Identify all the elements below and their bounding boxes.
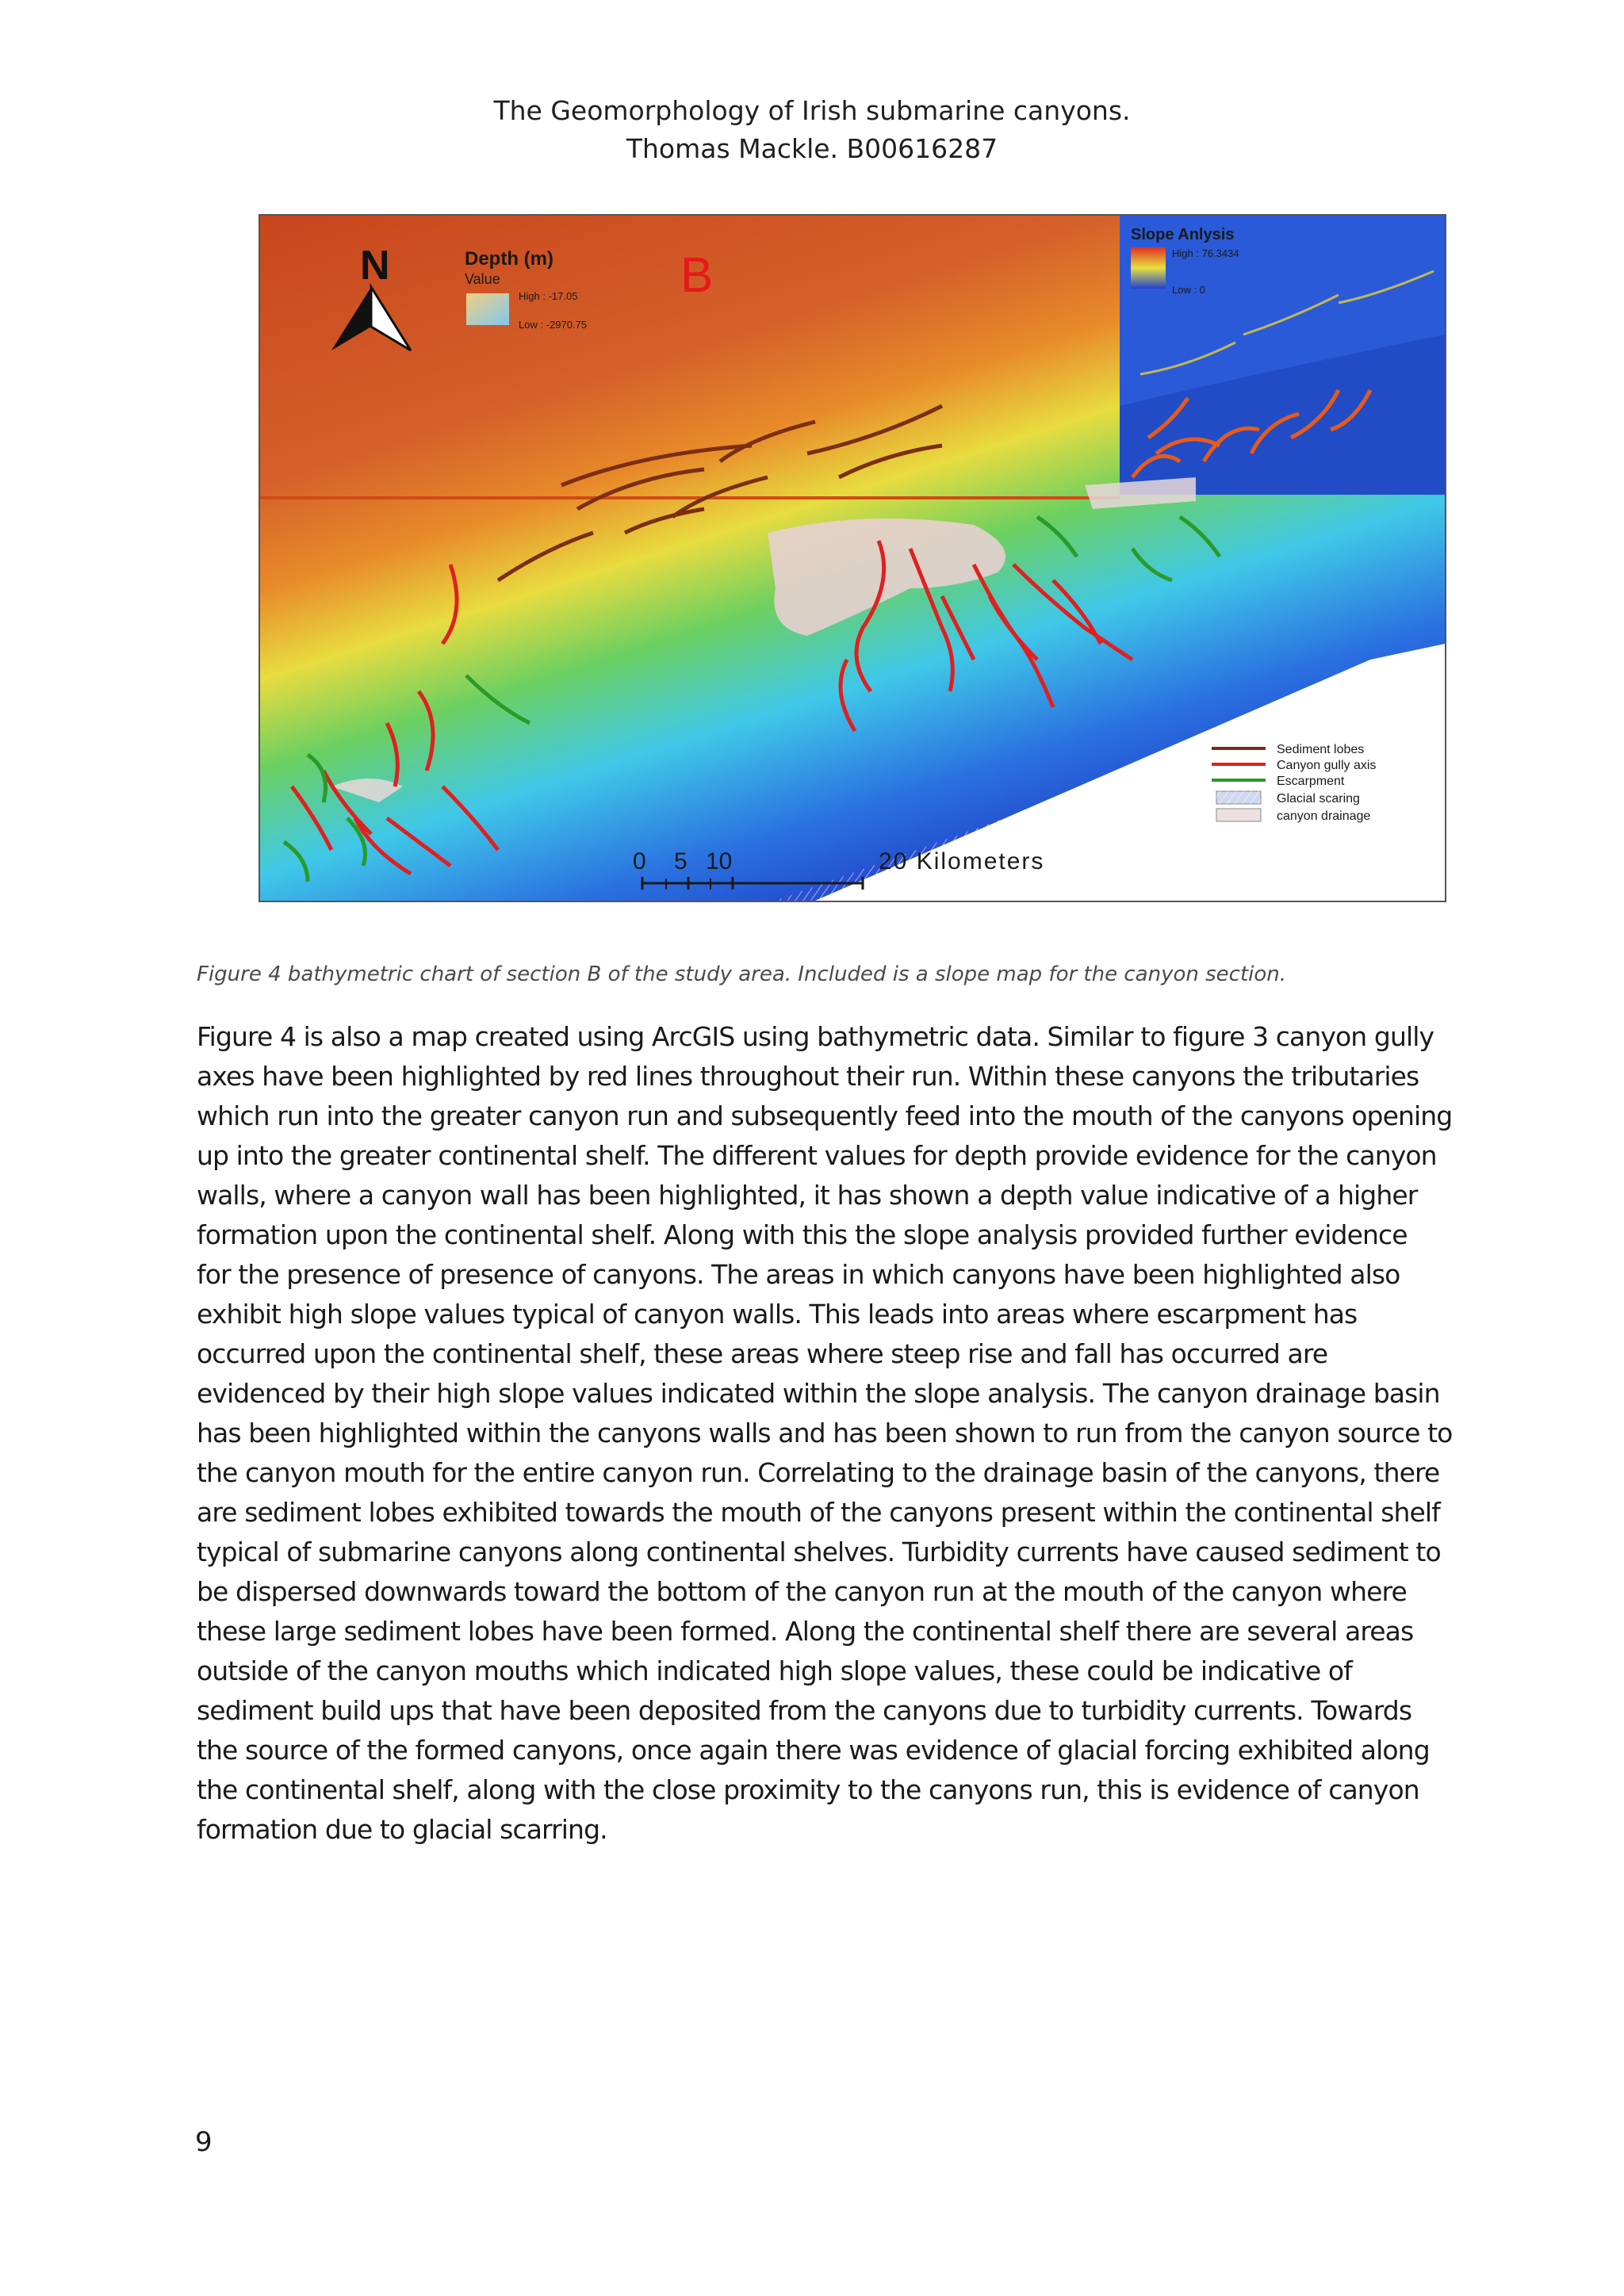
depth-legend-low: Low : -2970.75 xyxy=(519,319,588,331)
body-paragraph xyxy=(197,1017,1453,1850)
figure-caption: Figure 4 bathymetric chart of section B of the study area. Included is a slope map for the canyon section. xyxy=(197,962,1287,986)
body-line: these large sediment lobes have been formed. Along the continental shelf there are several areas xyxy=(197,1616,1414,1647)
depth-legend-title: Depth (m) xyxy=(465,248,553,270)
bathymetric-map xyxy=(260,216,1445,901)
scale-tick-5: 5 xyxy=(674,848,688,874)
scale-tick-20: 20 Kilometers xyxy=(879,848,1045,874)
body-line: sediment build ups that have been deposited from the canyons due to turbidity currents. Towards xyxy=(197,1695,1412,1726)
slope-legend-low: Low : 0 xyxy=(1172,284,1205,296)
legend-glacial-scaring: Glacial scaring xyxy=(1277,792,1360,806)
body-line: evidenced by their high slope values indicated within the slope analysis. The canyon drainage basin xyxy=(197,1378,1440,1409)
body-line: occurred upon the continental shelf, these areas where steep rise and fall has occurred are xyxy=(197,1338,1328,1369)
body-line: outside of the canyon mouths which indicated high slope values, these could be indicative of xyxy=(197,1655,1352,1686)
body-line: the source of the formed canyons, once again there was evidence of glacial forcing exhibited along xyxy=(197,1735,1430,1766)
legend-escarpment: Escarpment xyxy=(1277,775,1345,788)
svg-text:N: N xyxy=(360,243,390,289)
body-line: axes have been highlighted by red lines throughout their run. Within these canyons the tributaries xyxy=(197,1061,1419,1092)
body-line: formation upon the continental shelf. Along with this the slope analysis provided further evidence xyxy=(197,1219,1408,1250)
slope-legend-title: Slope Anlysis xyxy=(1131,226,1235,243)
body-line: the continental shelf, along with the close proximity to the canyons run, this is evidence of canyon xyxy=(197,1774,1419,1805)
body-line: has been highlighted within the canyons walls and has been shown to run from the canyon source to xyxy=(197,1418,1453,1448)
section-letter: B xyxy=(680,248,714,303)
body-line: be dispersed downwards toward the bottom of the canyon run at the mouth of the canyon where xyxy=(197,1576,1407,1607)
depth-legend-high: High : -17.05 xyxy=(519,290,578,302)
body-line: typical of submarine canyons along continental shelves. Turbidity currents have caused sediment to xyxy=(197,1536,1441,1567)
body-line: exhibit high slope values typical of canyon walls. This leads into areas where escarpment has xyxy=(197,1299,1358,1330)
page-header xyxy=(0,92,1624,168)
body-line: up into the greater continental shelf. The different values for depth provide evidence for the canyon xyxy=(197,1140,1437,1171)
body-line: the canyon mouth for the entire canyon run. Correlating to the drainage basin of the canyons, there xyxy=(197,1457,1440,1488)
bathymetric-map-figure xyxy=(259,214,1446,902)
document-author: Thomas Mackle. B00616287 xyxy=(626,133,998,164)
body-line: walls, where a canyon wall has been highlighted, it has shown a depth value indicative of a higher xyxy=(197,1180,1418,1211)
body-line: formation due to glacial scarring. xyxy=(197,1814,607,1845)
legend-canyon-gully-axis: Canyon gully axis xyxy=(1277,759,1377,772)
body-line: Figure 4 is also a map created using ArcGIS using bathymetric data. Similar to figure 3 canyon gully xyxy=(197,1021,1434,1052)
body-line: are sediment lobes exhibited towards the mouth of the canyons present within the continental shelf xyxy=(197,1497,1440,1528)
scale-tick-0: 0 xyxy=(633,848,646,874)
scale-tick-10: 10 xyxy=(706,848,733,874)
body-line: which run into the greater canyon run and subsequently feed into the mouth of the canyons opening xyxy=(197,1100,1453,1131)
legend-canyon-drainage: canyon drainage xyxy=(1277,809,1371,823)
legend-sediment-lobes: Sediment lobes xyxy=(1277,743,1365,756)
body-line: for the presence of presence of canyons. The areas in which canyons have been highlighted also xyxy=(197,1259,1400,1290)
page-number: 9 xyxy=(195,2126,213,2158)
slope-legend-high: High : 76.3434 xyxy=(1172,247,1239,259)
depth-legend-subtitle: Value xyxy=(465,271,500,287)
document-title: The Geomorphology of Irish submarine canyons. xyxy=(493,95,1131,126)
